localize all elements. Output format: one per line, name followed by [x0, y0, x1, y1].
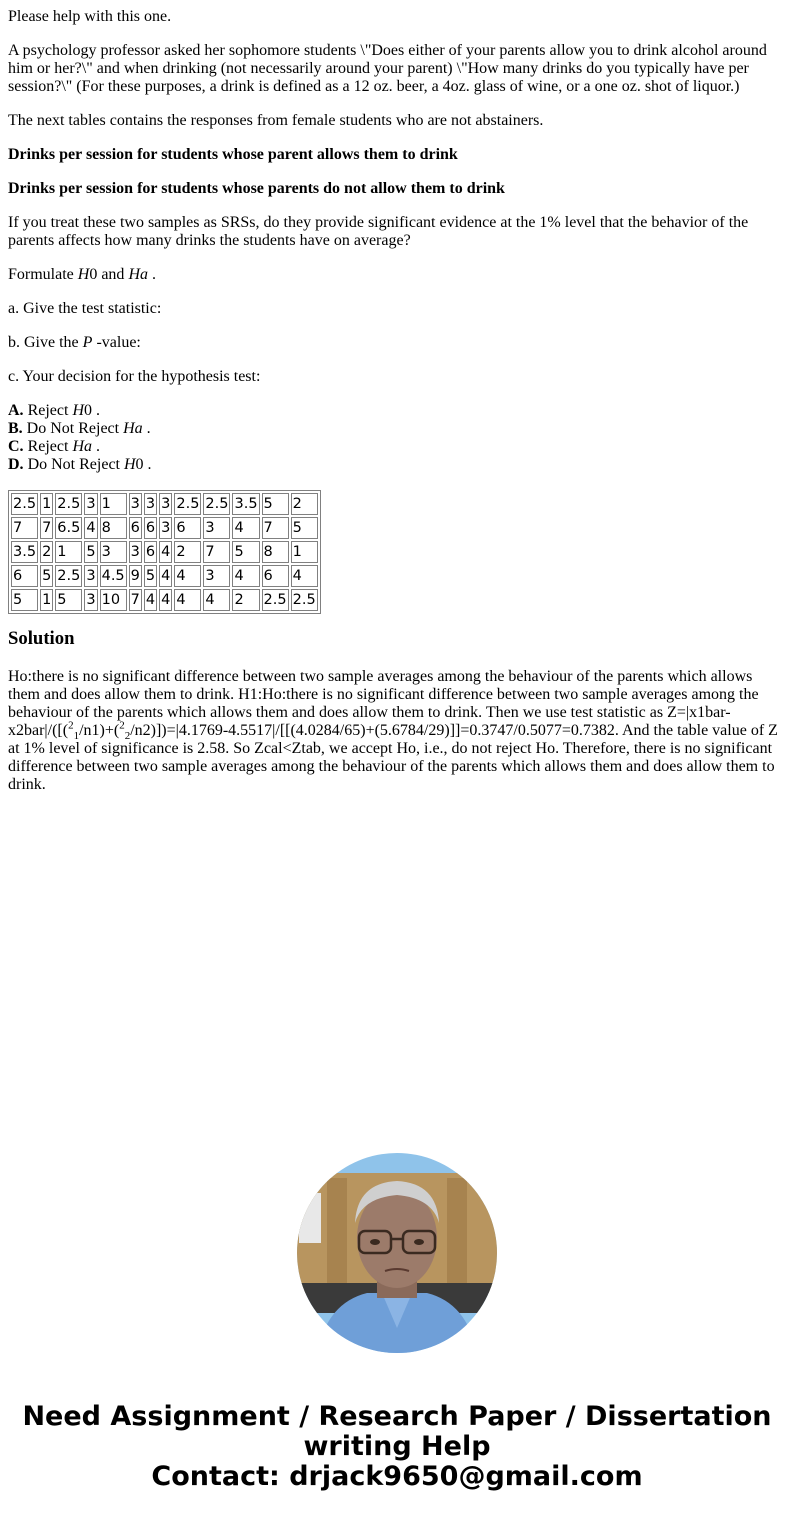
table-cell: 3	[203, 565, 230, 587]
option-a: A. Reject H0 .	[8, 402, 100, 419]
table-cell: 1	[55, 541, 82, 563]
table-cell: 2.5	[174, 493, 201, 515]
table-cell: 4	[291, 565, 318, 587]
solution-heading: Solution	[8, 628, 75, 649]
table-cell: 4	[232, 517, 259, 539]
heading-not-allowed: Drinks per session for students whose parents do not allow them to drink	[8, 180, 505, 197]
table-cell: 4	[174, 565, 201, 587]
table-cell: 3	[159, 493, 172, 515]
table-cell: 7	[11, 517, 38, 539]
banner-contact: Contact: drjack9650@gmail.com	[151, 1461, 643, 1492]
table-cell: 4	[159, 565, 172, 587]
table-cell: 2	[40, 541, 53, 563]
table-cell: 2.5	[11, 493, 38, 515]
author-photo-icon	[297, 1153, 497, 1353]
table-cell: 2.5	[55, 565, 82, 587]
table-cell: 4	[232, 565, 259, 587]
table-cell: 5	[55, 589, 82, 611]
table-cell: 6	[262, 565, 289, 587]
drinks-data-table	[8, 490, 321, 614]
question-prompt: If you treat these two samples as SRSs, do they provide significant evidence at the 1% level that the behavior of the parents affects how many drinks the students have on average?	[8, 214, 749, 249]
table-cell: 8	[262, 541, 289, 563]
table-cell: 3	[100, 541, 127, 563]
decision-options	[8, 402, 786, 474]
table-cell: 2.5	[55, 493, 82, 515]
table-cell: 3	[203, 517, 230, 539]
table-cell: 3	[129, 493, 142, 515]
table-cell: 3	[159, 517, 172, 539]
table-cell: 4.5	[100, 565, 127, 587]
intro-text: Please help with this one.	[8, 8, 172, 25]
table-cell: 7	[40, 517, 53, 539]
table-row	[11, 541, 318, 563]
table-cell: 9	[129, 565, 142, 587]
table-cell: 6	[144, 541, 157, 563]
table-cell: 4	[174, 589, 201, 611]
table-cell: 3	[129, 541, 142, 563]
table-cell: 2	[174, 541, 201, 563]
table-cell: 3	[84, 565, 97, 587]
table-cell: 6	[129, 517, 142, 539]
table-row	[11, 589, 318, 611]
table-cell: 5	[84, 541, 97, 563]
problem-description: A psychology professor asked her sophomore students \"Does either of your parents allow you to drink alcohol around him or her?\" and when drinking (not necessarily around your parent) \"How many drinks do you typically have per session?\" (For these purposes, a drink is defined as a 12 oz. beer, a 4oz. glass of wine, or a one oz. shot of liquor.)	[8, 42, 767, 95]
banner-line-1: Need Assignment / Research Paper / Dissertation	[22, 1401, 772, 1432]
table-cell: 3	[144, 493, 157, 515]
option-c: C. Reject Ha .	[8, 438, 100, 455]
table-cell: 10	[100, 589, 127, 611]
table-cell: 5	[40, 565, 53, 587]
table-cell: 5	[262, 493, 289, 515]
table-cell: 4	[144, 589, 157, 611]
table-cell: 1	[40, 589, 53, 611]
table-cell: 1	[100, 493, 127, 515]
table-cell: 6	[174, 517, 201, 539]
option-d: D. Do Not Reject H0 .	[8, 456, 152, 473]
table-cell: 2.5	[262, 589, 289, 611]
banner-line-2: writing Help	[303, 1431, 491, 1462]
table-cell: 3.5	[232, 493, 259, 515]
table-cell: 5	[144, 565, 157, 587]
table-cell: 6	[11, 565, 38, 587]
author-avatar	[297, 1153, 497, 1353]
table-cell: 4	[203, 589, 230, 611]
table-cell: 2	[291, 493, 318, 515]
table-cell: 4	[84, 517, 97, 539]
table-row	[11, 517, 318, 539]
heading-allowed: Drinks per session for students whose parent allows them to drink	[8, 146, 458, 163]
table-cell: 6.5	[55, 517, 82, 539]
table-cell: 4	[159, 589, 172, 611]
table-cell: 7	[262, 517, 289, 539]
table-cell: 2.5	[203, 493, 230, 515]
solution-text: Ho:there is no significant difference between two sample averages among the behaviour of the parents which allows them and does allow them to drink. H1:Ho:there is no significant difference between two sample averages among the behaviour of the parents which allows them and does allow them to drink. Then we use test statistic as Z=|x1bar-x2bar|/([($^2_1$/n1)+($^2_2$/n2)])=|4.1769-4.5517|/[[(4.0284/65)+(5.6784/29)]]=0.3747/0.5077=0.7382. And the table value of Z at 1% level of significance is 2.58. So Zcal<Ztab, we accept Ho, i.e., do not reject Ho. Therefore, there is no significant difference between two sample averages among the behaviour of the parents which allows them and does allow them to drink.	[8, 668, 778, 793]
table-cell: 7	[129, 589, 142, 611]
table-cell: 3	[84, 493, 97, 515]
table-cell: 5	[11, 589, 38, 611]
table-row	[11, 493, 318, 515]
table-cell: 3.5	[11, 541, 38, 563]
table-cell: 1	[40, 493, 53, 515]
table-cell: 7	[203, 541, 230, 563]
contact-banner	[0, 1402, 794, 1492]
part-c: c. Your decision for the hypothesis test:	[8, 368, 261, 385]
table-cell: 8	[100, 517, 127, 539]
table-cell: 5	[232, 541, 259, 563]
table-cell: 2	[232, 589, 259, 611]
table-cell: 1	[291, 541, 318, 563]
table-cell: 5	[291, 517, 318, 539]
table-cell: 6	[144, 517, 157, 539]
option-b: B. Do Not Reject Ha .	[8, 420, 151, 437]
part-b: b. Give the P -value:	[8, 334, 141, 351]
table-cell: 4	[159, 541, 172, 563]
part-a: a. Give the test statistic:	[8, 300, 162, 317]
table-cell: 2.5	[291, 589, 318, 611]
table-row	[11, 565, 318, 587]
formulate-hypotheses: Formulate H0 and Ha .	[8, 266, 156, 283]
table-cell: 3	[84, 589, 97, 611]
tables-note: The next tables contains the responses from female students who are not abstainers.	[8, 112, 544, 129]
